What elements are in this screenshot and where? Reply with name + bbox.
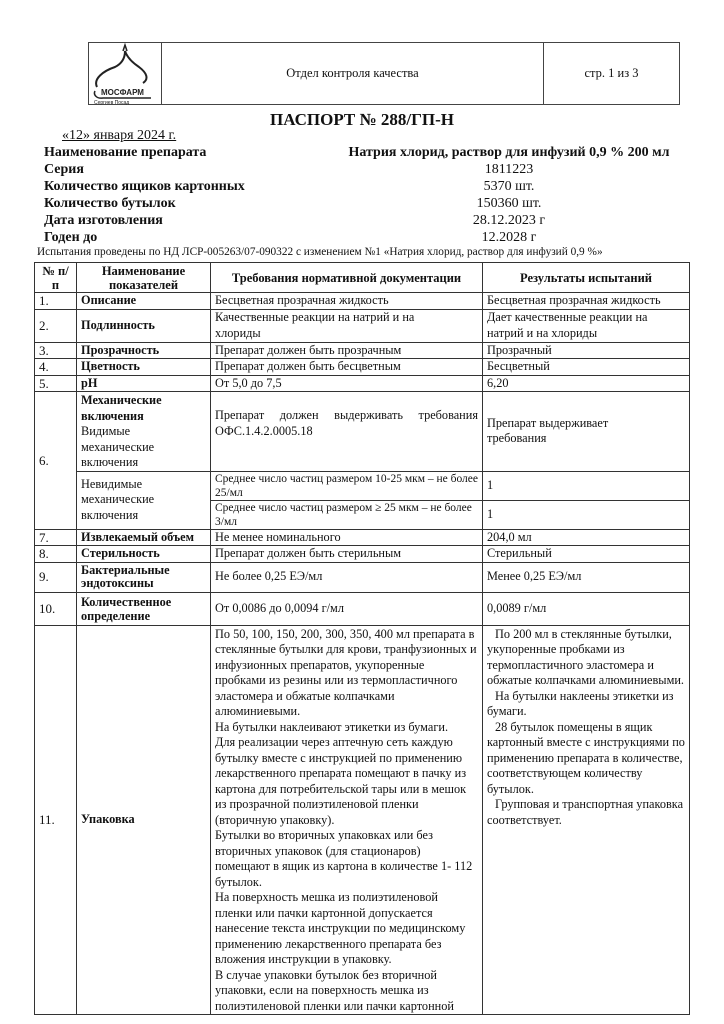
result: 6,20 <box>483 375 690 392</box>
info-value: Натрия хлорид, раствор для инфузий 0,9 % 200 мл <box>348 145 670 160</box>
requirement: Среднее число частиц размером ≥ 25 мкм – не более 3/мл <box>211 500 483 529</box>
indicator-subtitle: Невидимые механические включения <box>77 471 211 529</box>
result: Стерильный <box>483 546 690 563</box>
requirement-paragraph: В случае упаковки бутылок без вторичной упаковки, если на поверхность мешка из полиэтиленовой пленки или пачки картонной <box>215 967 454 1013</box>
result: Бесцветный <box>483 359 690 376</box>
table-subrow <box>35 471 690 500</box>
test-basis-note: Испытания проведены по НД ЛСР-005263/07-090322 с изменением №1 «Натрия хлорид, раствор для инфузий 0,9 %» <box>37 246 603 258</box>
requirement: Не менее номинального <box>211 529 483 546</box>
requirement: Препарат должен быть бесцветным <box>211 359 483 376</box>
indicator-name <box>77 392 211 472</box>
svg-text:Сергиев Посад: Сергиев Посад <box>94 100 130 105</box>
info-label: Серия <box>44 162 84 177</box>
result: 1 <box>483 471 690 500</box>
department-name: Отдел контроля качества <box>162 43 544 104</box>
col-header-indicator: Наименование показателей <box>77 263 211 293</box>
info-value: 28.12.2023 г <box>472 213 546 228</box>
row-number: 1. <box>35 293 77 310</box>
requirement-paragraph: Бутылки во вторичных упаковках или без вторичных упаковок (для стационаров) помещают в ящик из картона в количестве 1- 112 бутылок. <box>215 828 473 889</box>
requirement: Препарат должен быть стерильным <box>211 546 483 563</box>
result-paragraph: 28 бутылок помещены в ящик картонный вместе с инструкциями по применению препарата в количестве, соответствующем количеству бутылок. <box>487 719 685 796</box>
requirement: Не более 0,25 ЕЭ/мл <box>211 562 483 592</box>
page-number: стр. 1 из 3 <box>584 66 639 80</box>
row-number: 9. <box>35 562 77 592</box>
requirement: Препарат должен выдерживать требования ОФС.1.4.2.0005.18 <box>211 392 483 472</box>
document-header <box>88 42 680 105</box>
indicator-name: Извлекаемый объем <box>77 529 211 546</box>
info-value: 12.2028 г <box>481 230 537 245</box>
info-value: 150360 шт. <box>476 196 542 211</box>
indicator-name: Прозрачность <box>77 342 211 359</box>
row-number: 7. <box>35 529 77 546</box>
col-header-number: № п/п <box>35 263 77 293</box>
indicator-name: Описание <box>77 293 211 310</box>
indicator-name: Стерильность <box>77 546 211 563</box>
info-label: Дата изготовления <box>44 213 163 228</box>
row-number: 11. <box>35 625 77 1015</box>
row-number: 3. <box>35 342 77 359</box>
info-label: Наименование препарата <box>44 145 207 160</box>
test-results-table <box>34 262 690 1015</box>
row-number: 5. <box>35 375 77 392</box>
info-row <box>44 212 684 229</box>
requirement: Препарат должен быть прозрачным <box>211 342 483 359</box>
row-number: 6. <box>35 392 77 530</box>
table-header-row <box>35 263 690 293</box>
indicator-title: Механические включения <box>81 393 162 423</box>
requirement: Бесцветная прозрачная жидкость <box>211 293 483 310</box>
table-row <box>35 529 690 546</box>
table-row <box>35 546 690 563</box>
table-row <box>35 293 690 310</box>
product-info <box>44 144 684 246</box>
info-row <box>44 195 684 212</box>
result: Бесцветная прозрачная жидкость <box>483 293 690 310</box>
indicator-name: Цветность <box>77 359 211 376</box>
requirement: От 5,0 до 7,5 <box>211 375 483 392</box>
row-number: 4. <box>35 359 77 376</box>
requirement-paragraph: По 50, 100, 150, 200, 300, 350, 400 мл препарата в стеклянные бутылки для крови, транфузионных и инфузионных препаратов, укупоренные пробками из резины или из термопластичного эластомера и обжатые колпачками алюминиевыми. <box>215 626 477 718</box>
result: Дает качественные реакции на натрий и на хлориды <box>483 309 690 342</box>
indicator-name: Подлинность <box>77 309 211 342</box>
requirement <box>211 625 483 1015</box>
table-row <box>35 375 690 392</box>
table-row <box>35 309 690 342</box>
dome-logo-icon <box>89 43 161 105</box>
indicator-name: Бактериальные эндотоксины <box>77 562 211 592</box>
requirement: Среднее число частиц размером 10-25 мкм – не более 25/мл <box>211 471 483 500</box>
requirement-paragraph: Для реализации через аптечную сеть каждую бутылку вместе с инструкцией по применению лекарственного препарата помещают в пачку из картона для потребительской тары или в мешок из прозрачной полиэтиленовой пленки (вторичную упаковку). <box>215 735 467 827</box>
document-date: «12» января 2024 г. <box>62 128 177 143</box>
result-paragraph: Групповая и транспортная упаковка соответствует. <box>487 797 684 827</box>
info-row <box>44 178 684 195</box>
table-row <box>35 625 690 1015</box>
document-title: ПАСПОРТ № 288/ГП-Н <box>269 110 455 129</box>
table-row <box>35 342 690 359</box>
svg-text:МОСФАРМ: МОСФАРМ <box>101 88 144 97</box>
info-label: Количество бутылок <box>44 196 176 211</box>
info-value: 1811223 <box>484 162 534 177</box>
requirement-paragraph: На бутылки наклеивают этикетки из бумаги. <box>215 719 449 734</box>
indicator-name: Упаковка <box>77 625 211 1015</box>
info-row <box>44 229 684 246</box>
result: 0,0089 г/мл <box>483 592 690 625</box>
info-row <box>44 161 684 178</box>
info-label: Количество ящиков картонных <box>44 179 245 194</box>
result: Менее 0,25 ЕЭ/мл <box>483 562 690 592</box>
table-row <box>35 592 690 625</box>
result: Препарат выдерживает требования <box>483 392 690 472</box>
result: 204,0 мл <box>483 529 690 546</box>
result <box>483 625 690 1015</box>
info-value: 5370 шт. <box>483 179 535 194</box>
requirement: Качественные реакции на натрий и на хлориды <box>211 309 483 342</box>
requirement: От 0,0086 до 0,0094 г/мл <box>211 592 483 625</box>
table-row <box>35 392 690 472</box>
col-header-results: Результаты испытаний <box>483 263 690 293</box>
indicator-name: Количественное определение <box>77 592 211 625</box>
result: Прозрачный <box>483 342 690 359</box>
info-label: Годен до <box>44 230 98 245</box>
table-row <box>35 562 690 592</box>
result: 1 <box>483 500 690 529</box>
result-paragraph: На бутылки наклеены этикетки из бумаги. <box>487 688 674 718</box>
indicator-subtitle: Видимые механические включения <box>81 424 155 469</box>
indicator-name: pH <box>77 375 211 392</box>
company-logo <box>89 43 162 104</box>
result-paragraph: По 200 мл в стеклянные бутылки, укупоренные пробками из термопластичного эластомера и обжатые колпачками алюминиевыми. <box>487 626 685 687</box>
info-row <box>44 144 684 161</box>
row-number: 8. <box>35 546 77 563</box>
requirement-paragraph: На поверхность мешка из полиэтиленовой пленки или пачки картонной допускается нанесение текста инструкции по медицинскому применению лекарственного препарата без вложения инструкции в упаковку. <box>215 890 466 966</box>
row-number: 10. <box>35 592 77 625</box>
table-row <box>35 359 690 376</box>
col-header-requirements: Требования нормативной документации <box>211 263 483 293</box>
row-number: 2. <box>35 309 77 342</box>
